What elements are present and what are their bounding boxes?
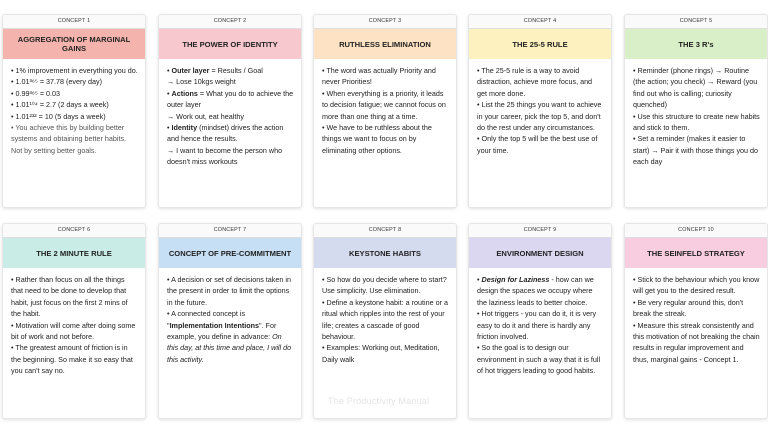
bullet: • So how do you decide where to start? Use simplicity. Use elimination. bbox=[322, 275, 447, 296]
actions-term: Actions bbox=[171, 88, 198, 98]
concept-title: AGGREGATION OF MARGINAL GAINS bbox=[3, 29, 145, 59]
concept-label: CONCEPT 10 bbox=[625, 224, 767, 238]
bullet: • List the 25 things you want to achieve in your career, pick the top 5, and don't do the rest under any circumstances. bbox=[477, 100, 602, 133]
concept-card-2 bbox=[158, 14, 302, 208]
identity-term: Identity bbox=[171, 123, 198, 133]
text-run: • bbox=[477, 275, 482, 284]
bullet: • Set a reminder (makes it easier to start) → Pair it with those things you do each day bbox=[633, 134, 759, 167]
bullet: • 1.01¹⁰⁴ = 2.7 (2 days a week) bbox=[11, 100, 109, 110]
bullet: • Identity (mindset) drives the action and hence the results. bbox=[167, 123, 284, 144]
bullet bbox=[167, 308, 294, 365]
bullet: • Reminder (phone rings) → Routine (the action; you check) → Reward (you find out who is calling; curiosity quenched) bbox=[633, 66, 758, 110]
concept-card-4 bbox=[468, 14, 612, 208]
italic-example: On this day, at this time and place, I will do this activity. bbox=[167, 332, 292, 364]
bullet-arrow: → I want to become the person who doesn't miss workouts bbox=[167, 145, 283, 167]
concept-body bbox=[3, 268, 145, 377]
bullet: • The 25-5 rule is a way to avoid distraction, achieve more focus, and get more done. bbox=[477, 66, 593, 98]
bullet: • Use this structure to create new habits and stick to them. bbox=[633, 111, 760, 133]
concept-card-8 bbox=[313, 223, 457, 419]
concept-title: THE POWER OF IDENTITY bbox=[159, 29, 301, 59]
concept-label: CONCEPT 9 bbox=[469, 224, 611, 238]
bullet: • Only the top 5 will be the best use of your time. bbox=[477, 134, 598, 155]
bullet: • Examples: Working out, Meditation, Daily walk bbox=[322, 343, 440, 364]
bullet: • The word was actually Priority and never Priorities! bbox=[322, 66, 436, 87]
bullet: • 1.01²³² = 10 (5 days a week) bbox=[11, 111, 106, 121]
concept-body bbox=[159, 268, 301, 365]
bullet: • 1% improvement in everything you do. bbox=[11, 66, 138, 75]
concept-label: CONCEPT 2 bbox=[159, 15, 301, 29]
concept-label: CONCEPT 4 bbox=[469, 15, 611, 29]
bullet: • 0.99³⁶⁵ = 0.03 bbox=[11, 88, 61, 98]
concept-label: CONCEPT 3 bbox=[314, 15, 456, 29]
concept-body bbox=[469, 268, 611, 377]
concept-label: CONCEPT 8 bbox=[314, 224, 456, 238]
concept-title: RUTHLESS ELIMINATION bbox=[314, 29, 456, 59]
bullet: • Outer layer = Results / Goal bbox=[167, 66, 263, 75]
concept-body bbox=[469, 59, 611, 156]
outer-layer-term: Outer layer bbox=[171, 66, 210, 75]
concept-title: THE SEINFELD STRATEGY bbox=[625, 238, 767, 268]
bullet: • When everything is a priority, it leads to decision fatigue; we cannot focus on more than one thing at a time. bbox=[322, 88, 446, 121]
concept-label: CONCEPT 7 bbox=[159, 224, 301, 238]
concept-body bbox=[159, 59, 301, 168]
concept-card-7 bbox=[158, 223, 302, 419]
concept-title: KEYSTONE HABITS bbox=[314, 238, 456, 268]
concept-card-3 bbox=[313, 14, 457, 208]
outer-layer-text: = Results / Goal bbox=[209, 66, 263, 75]
concept-label: CONCEPT 5 bbox=[625, 15, 767, 29]
identity-text: (mindset) drives the action and hence the results. bbox=[167, 123, 284, 144]
bullet: • The greatest amount of friction is in the beginning. So make it so easy that you can't say no. bbox=[11, 343, 133, 376]
concept-title: THE 2 MINUTE RULE bbox=[3, 238, 145, 268]
bullet: • Define a keystone habit: a routine or a ritual which ripples into the rest of your life; creates a cascade of good behaviour. bbox=[322, 297, 448, 342]
text-run: ". For example, you define in advance: bbox=[167, 320, 277, 342]
concept-label: CONCEPT 1 bbox=[3, 15, 145, 29]
bullet: • A decision or set of decisions taken in the present in order to limit the options in the future. bbox=[167, 275, 291, 307]
bullet: • Be very regular around this, don't break the streak. bbox=[633, 297, 744, 319]
concept-label: CONCEPT 6 bbox=[3, 224, 145, 238]
watermark-text: The Productivity Manual bbox=[328, 396, 430, 406]
bullet: • Hot triggers - you can do it, it is very easy to do it and there is hardly any friction involved. bbox=[477, 309, 597, 342]
concept-title: ENVIRONMENT DESIGN bbox=[469, 238, 611, 268]
implementation-intentions-term: Implementation Intentions bbox=[169, 320, 260, 330]
concept-title: THE 3 R's bbox=[625, 29, 767, 59]
bullet: • 1.01³⁶⁵ = 37.78 (every day) bbox=[11, 77, 102, 87]
bullet-arrow: → Lose 10kgs weight bbox=[167, 77, 236, 87]
actions-text: = What you do to achieve the outer layer bbox=[167, 88, 294, 110]
concept-card-10 bbox=[624, 223, 768, 419]
concept-body bbox=[3, 59, 145, 156]
bullet: • Stick to the behaviour which you know will get you to the desired result. bbox=[633, 275, 760, 296]
bullet: • Rather than focus on all the things that need to be done to develop that habit, just focus on the first 2 mins of the habit. bbox=[11, 275, 128, 319]
text-run: • A connected concept is " bbox=[167, 309, 246, 330]
bullet: • We have to be ruthless about the things we want to focus on by eliminating other options. bbox=[322, 123, 432, 155]
concept-body bbox=[625, 268, 767, 365]
concept-body bbox=[625, 59, 767, 168]
bullet: • So the goal is to design our environment in such a way that it is full of hot triggers leading to good habits. bbox=[477, 343, 601, 376]
concept-card-9 bbox=[468, 223, 612, 419]
concept-card-6 bbox=[2, 223, 146, 419]
concept-card-1 bbox=[2, 14, 146, 208]
bullet-arrow: → Work out, eat healthy bbox=[167, 111, 244, 121]
concept-title: CONCEPT OF PRE-COMMITMENT bbox=[159, 238, 301, 268]
design-for-laziness-term: Design for Laziness bbox=[481, 275, 550, 284]
bullet: • You achieve this by building better systems and obtaining better habits. Not by setting better goals. bbox=[11, 123, 127, 155]
bullet: • Measure this streak consistently and this motivation of not breaking the chain results in regular improvement and thus, marginal gains - Concept 1. bbox=[633, 320, 760, 364]
bullet: • Actions = What you do to achieve the outer layer bbox=[167, 88, 294, 110]
bullet: • Motivation will come after doing some bit of work and not before. bbox=[11, 320, 136, 342]
concept-body bbox=[314, 59, 456, 156]
text-run: - how can we design the spaces we occupy where the laziness leads to better choice. bbox=[477, 275, 594, 307]
concept-body bbox=[314, 268, 456, 365]
concept-card-5 bbox=[624, 14, 768, 208]
concept-title: THE 25-5 RULE bbox=[469, 29, 611, 59]
bullet bbox=[477, 274, 604, 308]
